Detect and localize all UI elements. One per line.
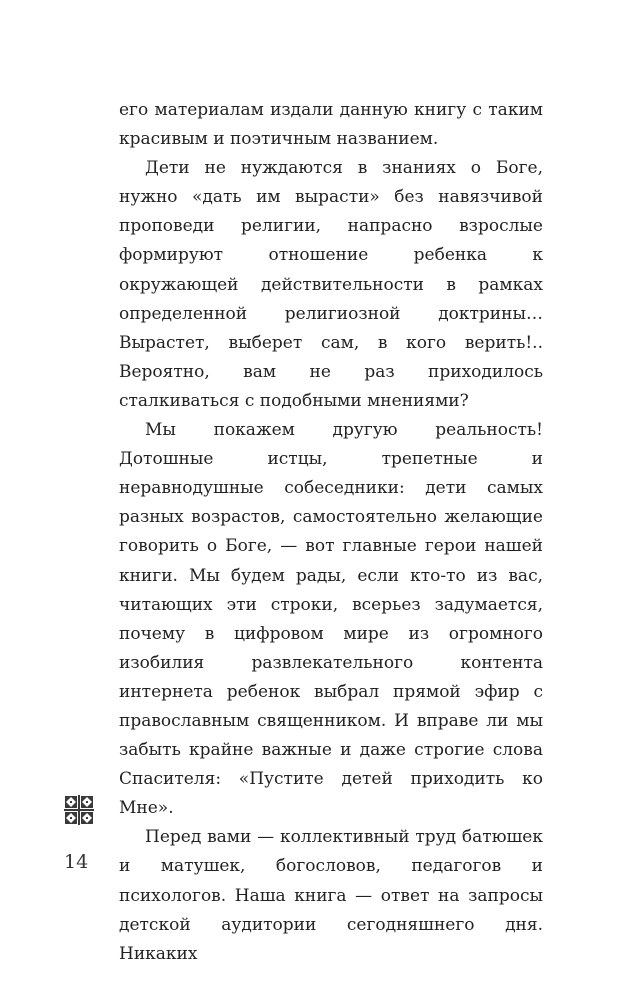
paragraph: Перед вами — коллективный труд батюшек и матушек, богословов, педагогов и психологов. Наша книга — ответ на запросы детской аудитории сегодняшнего дня. Никаких (119, 827, 543, 964)
snowflake-ornament-icon (64, 795, 94, 825)
paragraph-continued: его материалам издали данную книгу с таким красивым и поэтичным названием. (119, 100, 543, 150)
paragraph: Дети не нуждаются в знаниях о Боге, нужно «дать им вырасти» без навязчивой проповеди религии, напрасно взрослые формируют отношение ребенка к окружающей действительности в рамках определенной религиозной доктрины… Вырастет, выберет сам, в кого верить!.. Вероятно, вам не раз приходилось сталкиваться с подобными мнениями? (119, 158, 543, 411)
page-number: 14 (64, 851, 89, 873)
paragraph: Мы покажем другую реальность! Дотошные истцы, трепетные и неравнодушные собеседники: дети самых разных возрастов, самостоятельно желающие говорить о Боге, — вот главные герои нашей книги. Мы будем рады, если кто-то из вас, читающих эти строки, всерьез задумается, почему в цифровом мире из огромного изобилия развлекательного контента интернета ребенок выбрал прямой эфир с православным священником. И вправе ли мы забыть крайне важные и даже строгие слова Спасителя: «Пустите детей приходить ко Мне». (119, 420, 543, 819)
page-body-text (119, 96, 543, 969)
